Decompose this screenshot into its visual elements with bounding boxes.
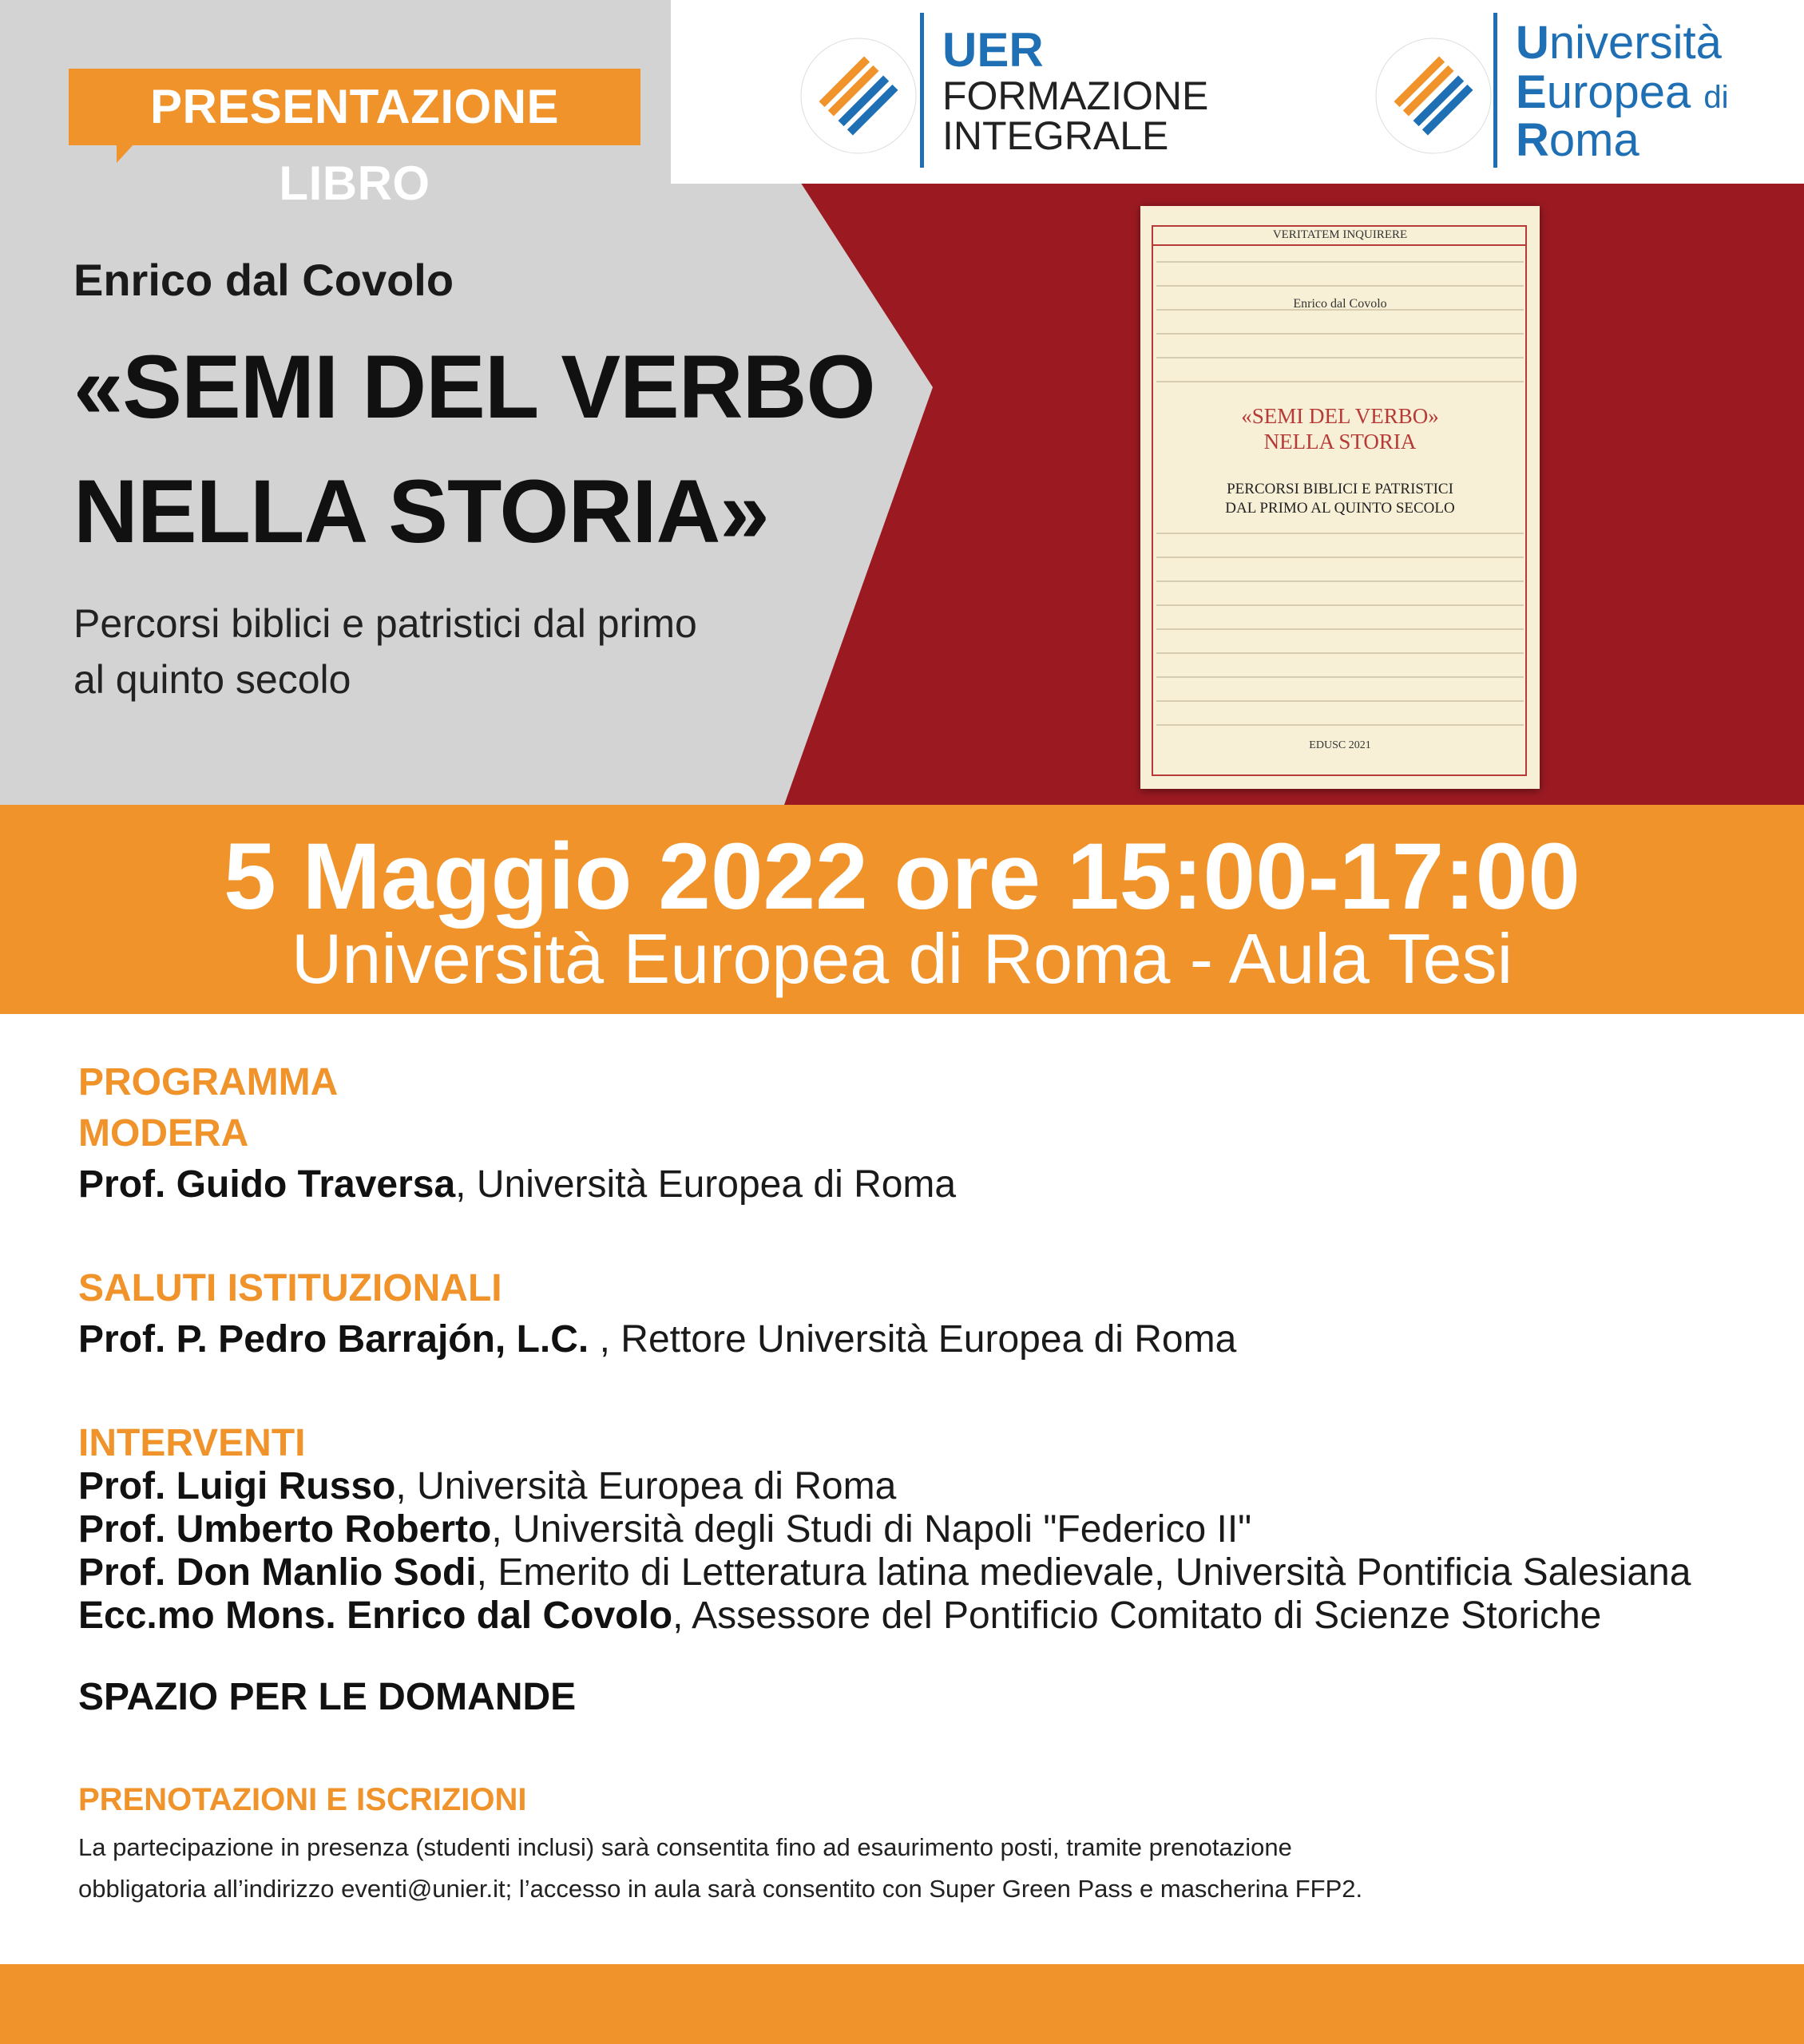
speaker-row: Prof. Luigi Russo, Università Europea di Roma	[78, 1465, 897, 1507]
program-heading: PROGRAMMA	[78, 1061, 339, 1103]
speakers-heading: INTERVENTI	[78, 1422, 306, 1464]
book-cover-author: Enrico dal Covolo	[1293, 297, 1387, 311]
book-rule	[1152, 244, 1527, 246]
speaker-row: Prof. Don Manlio Sodi, Emerito di Letteratura latina medievale, Università Pontificia Salesiana	[78, 1551, 1691, 1594]
registration-heading: PRENOTAZIONI E ISCRIZIONI	[78, 1782, 527, 1817]
book-series: VERITATEM INQUIRERE	[1272, 228, 1408, 241]
book-title-line2: NELLA STORIA»	[73, 461, 769, 561]
uer-logo-line2: FORMAZIONE	[942, 73, 1209, 118]
book-cover-sub2: DAL PRIMO AL QUINTO SECOLO	[1225, 500, 1455, 517]
greetings-row: Prof. P. Pedro Barrajón, L.C. , Rettore Università Europea di Roma	[78, 1318, 1237, 1361]
unier-divider	[1493, 13, 1497, 168]
book-cover-image	[1140, 206, 1540, 789]
book-cover-title2: NELLA STORIA	[1263, 430, 1417, 454]
unier-logo-line3: Roma	[1516, 114, 1639, 166]
book-author: Enrico dal Covolo	[73, 255, 454, 305]
unier-logo-line1: Università	[1516, 17, 1722, 69]
registration-note-line2: obbligatoria all’indirizzo eventi@unier.it; l’accesso in aula sarà consentito con Super Green Pass e mascherina FFP2.	[78, 1875, 1363, 1903]
speaker-row: Ecc.mo Mons. Enrico dal Covolo, Assessore del Pontificio Comitato di Scienze Storiche	[78, 1594, 1602, 1637]
book-title-line1: «SEMI DEL VERBO	[73, 337, 875, 437]
uer-divider	[920, 13, 924, 168]
book-cover-title1: «SEMI DEL VERBO»	[1241, 404, 1439, 428]
speaker-row: Prof. Umberto Roberto, Università degli Studi di Napoli "Federico II"	[78, 1508, 1252, 1551]
uer-seal-icon	[799, 24, 918, 168]
book-subtitle-line2: al quinto secolo	[73, 657, 351, 702]
uer-logo-line3: INTEGRALE	[942, 113, 1169, 158]
book-subtitle-line1: Percorsi biblici e patristici dal primo	[73, 601, 697, 646]
book-cover-sub1: PERCORSI BIBLICI E PATRISTICI	[1227, 481, 1453, 497]
uer-logo-title: UER	[942, 23, 1044, 77]
footer-band	[0, 1964, 1804, 2044]
unier-logo-line2: Europea di	[1516, 66, 1729, 118]
badge-tail	[117, 144, 134, 163]
event-venue: Università Europea di Roma - Aula Tesi	[291, 919, 1513, 998]
registration-note-line1: La partecipazione in presenza (studenti inclusi) sarà consentita fino ad esaurimento posti, tramite prenotazione	[78, 1833, 1292, 1861]
moderator-heading: MODERA	[78, 1112, 249, 1155]
event-date-time: 5 Maggio 2022 ore 15:00-17:00	[224, 824, 1580, 929]
presentation-badge: PRESENTAZIONE LIBRO	[69, 69, 640, 145]
questions-heading: SPAZIO PER LE DOMANDE	[78, 1676, 577, 1718]
moderator-row: Prof. Guido Traversa, Università Europea di Roma	[78, 1163, 957, 1206]
greetings-heading: SALUTI ISTITUZIONALI	[78, 1267, 502, 1309]
unier-seal-icon	[1374, 24, 1493, 168]
book-cover-publisher: EDUSC 2021	[1309, 739, 1371, 751]
